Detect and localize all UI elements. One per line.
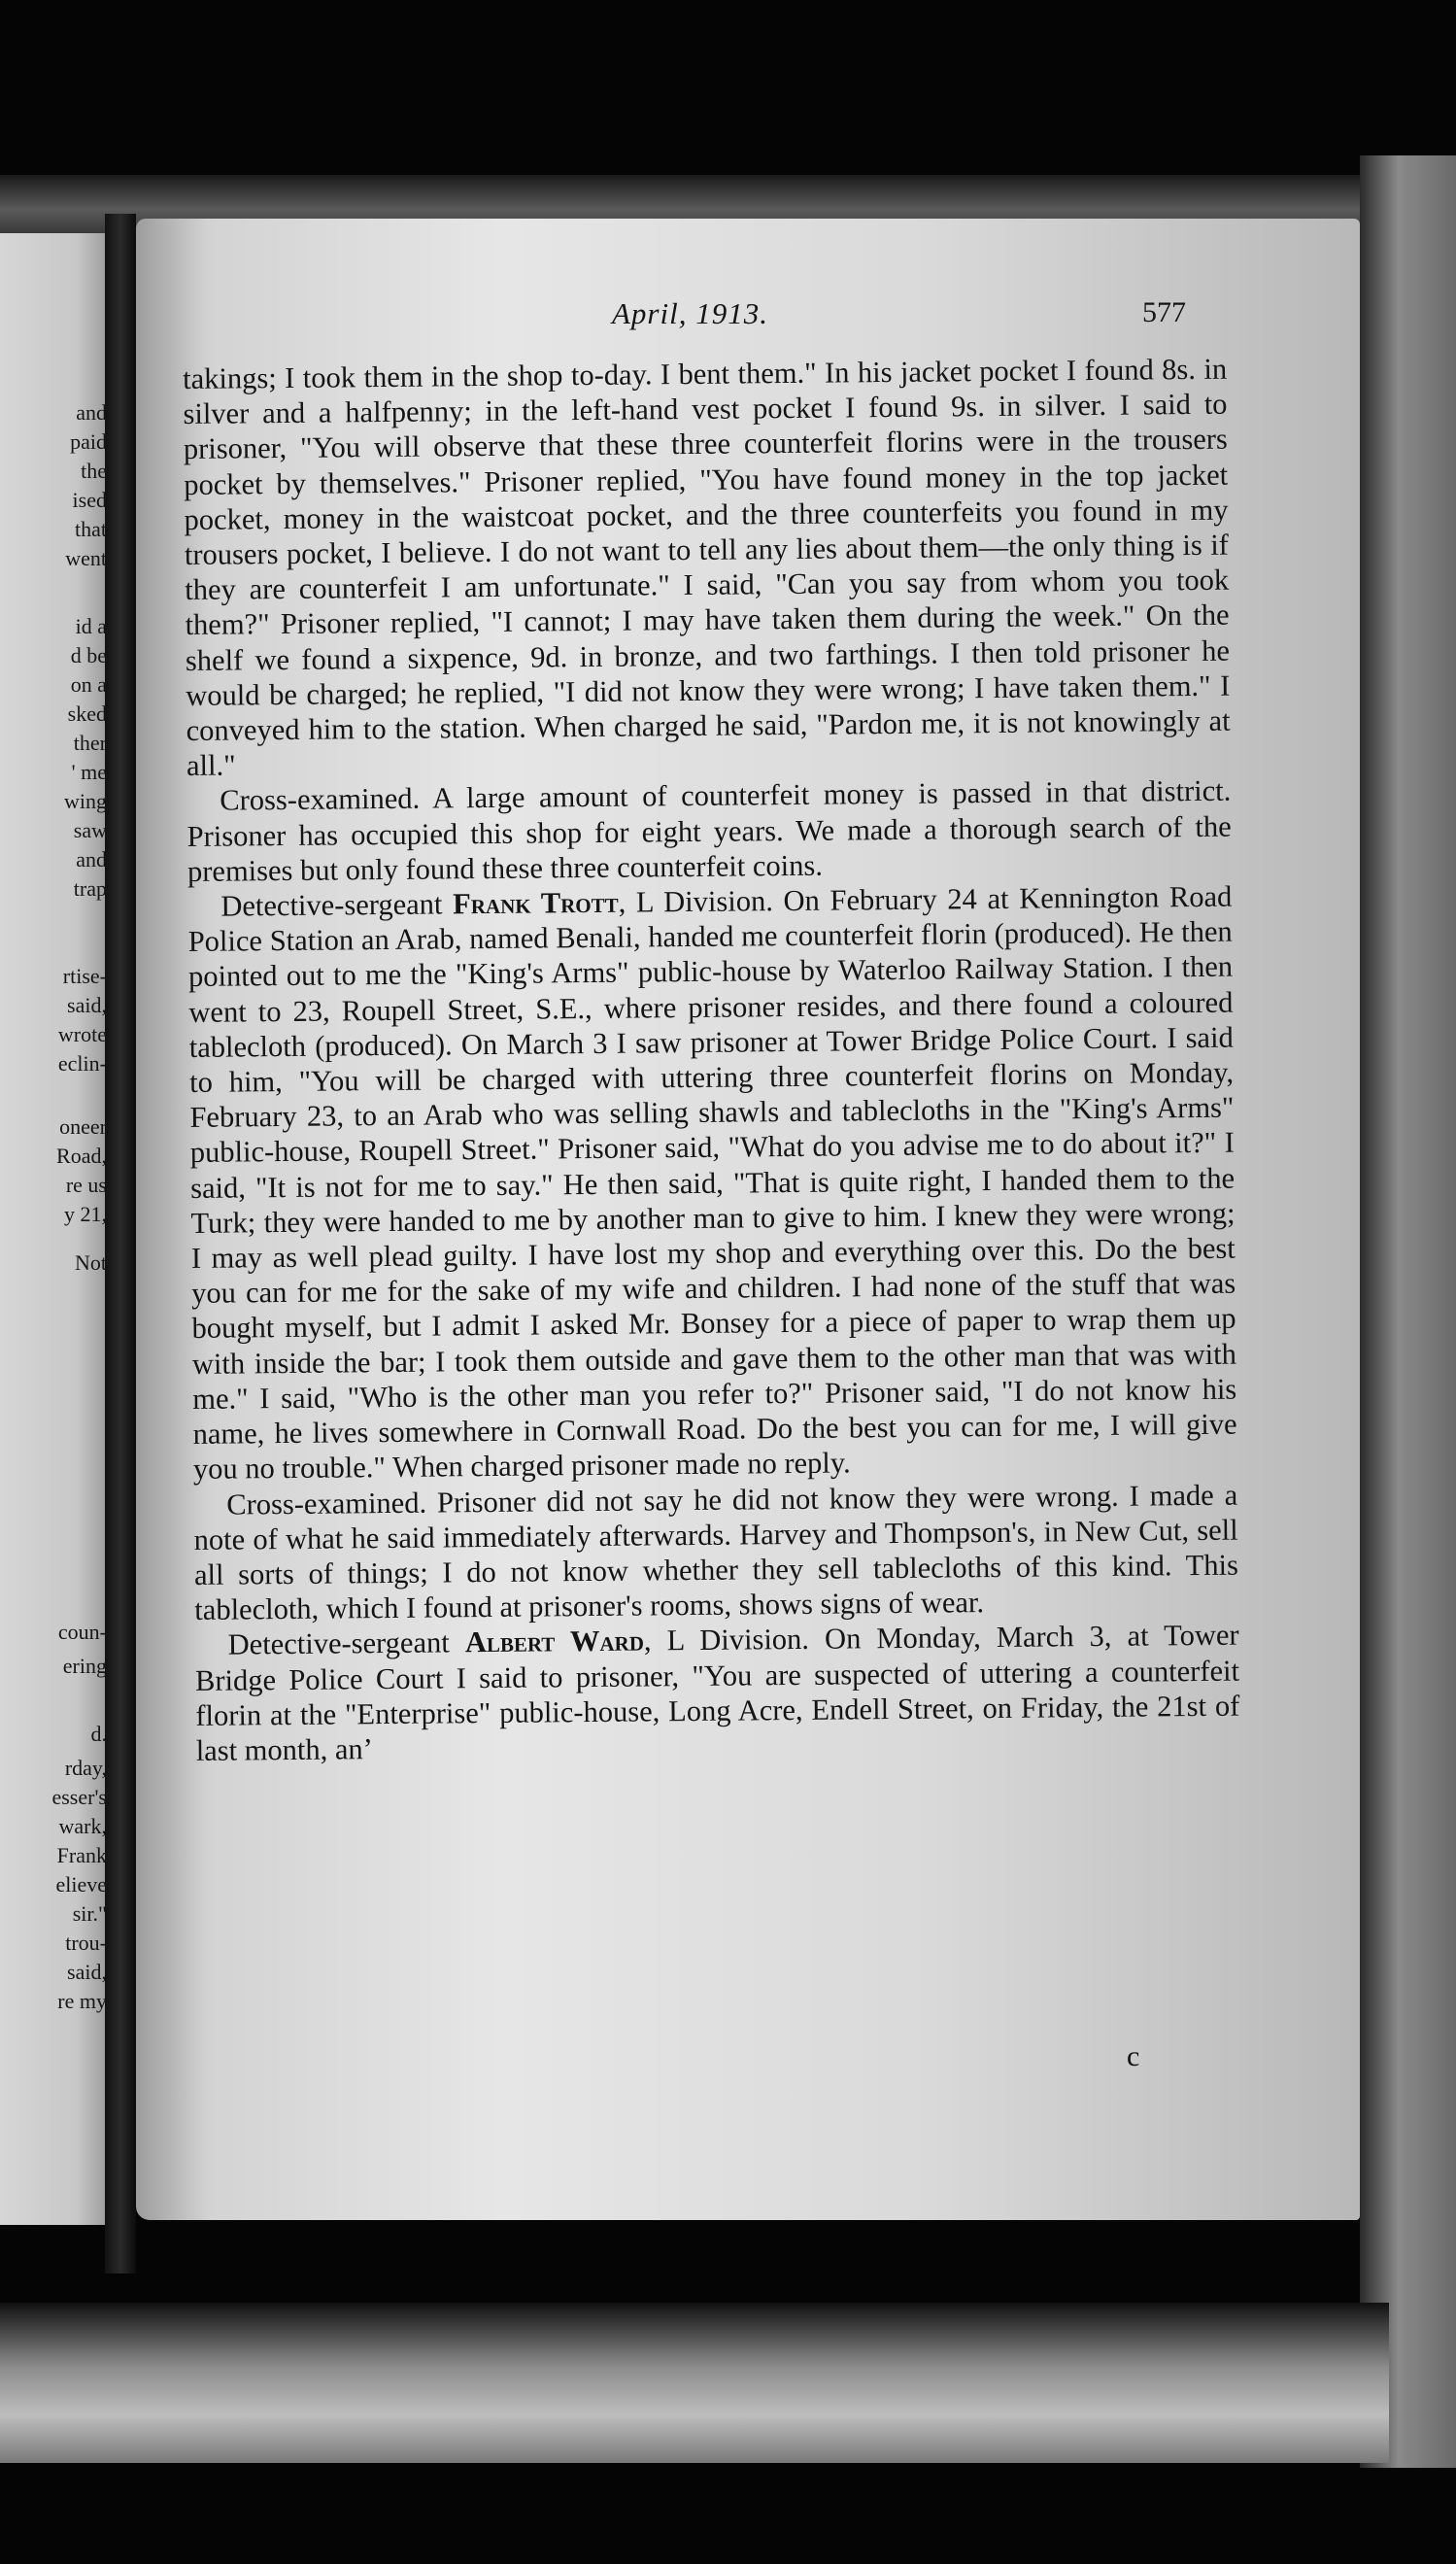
left-page-line: d be bbox=[70, 643, 107, 667]
left-page-line: ther bbox=[73, 731, 107, 755]
left-page-line: went bbox=[65, 546, 107, 570]
paragraph-5 bbox=[195, 1618, 1240, 1768]
witness-name-albert-ward: Albert Ward bbox=[464, 1624, 645, 1659]
left-page-line: on a bbox=[70, 672, 107, 697]
running-head: April, 1913. bbox=[612, 296, 768, 330]
left-page-line: re my bbox=[57, 1989, 107, 2013]
book-gutter bbox=[105, 214, 136, 2273]
left-page-line: oneer bbox=[59, 1114, 107, 1139]
left-page-line: and bbox=[76, 400, 107, 425]
left-page-line: wing bbox=[64, 789, 107, 813]
left-page-line: elieve bbox=[55, 1872, 107, 1897]
paragraph-4: Cross-examined. Prisoner did not say he did not know they were wrong. I made a note of what he said immediately afterwards. Harvey and Thompson's, in New Cut, sell all sorts of things; I do not know whether they sell tablecloths of this kind. This tablecloth, which I found at prisoner's rooms, shows signs of wear. bbox=[193, 1478, 1239, 1627]
paragraph-3 bbox=[187, 879, 1237, 1487]
left-page-line: Not bbox=[75, 1250, 107, 1275]
left-page-line: ised bbox=[72, 488, 107, 512]
left-page-line: rtise- bbox=[62, 964, 107, 988]
left-page-line: rday, bbox=[64, 1756, 107, 1780]
page-number: 577 bbox=[1142, 296, 1186, 328]
left-page-line: that bbox=[75, 517, 107, 541]
left-page-line: paid bbox=[70, 429, 107, 454]
left-page-line: trap bbox=[73, 876, 107, 901]
left-page-line: eclin- bbox=[57, 1051, 107, 1076]
paragraph-3-text: , L Division. On February 24 at Kennington Road Police Station an Arab, named Benali, handed me counterfeit florin (produced). He then pointed out to me the "King's Arms" public-house by Waterloo Railway Station. I then went to 23, Roupell Street, S.E., where prisoner resides, and there found a coloured tablecloth (produced). On March 3 I saw prisoner at Tower Bridge Police Court. I said to him, "You will be charged with uttering three counterfeit florins on Monday, February 23, to an Arab who was selling shawls and tablecloths in the "King's Arms" public-house, Roupell Street." Prisoner said, "What do you advise me to do about it?" I said, "It is not for me to say." He then said, "That is quite right, I handed them to the Turk; they were handed to me by another man to give to him. I knew they were wrong; I may as well plead guilty. I have lost my shop and everything over this. Do the best you can for me for the sake of my wife and children. I had none of the stuff that was bought myself, but I admit I asked Mr. Bonsey for a piece of paper to wrap them up with inside the bar; I took them outside and gave them to the other man that was with me." I said, "Who is the other man you refer to?" Prisoner said, "I do not know his name, he lives somewhere in Cornwall Road. Do the best you can for me, I will give you no trouble." When charged prisoner made no reply. bbox=[187, 879, 1237, 1487]
paragraph-3-lead: Detective-sergeant bbox=[220, 887, 443, 923]
left-page-line: Frank bbox=[56, 1843, 107, 1867]
left-page-line: said, bbox=[67, 1960, 107, 1984]
left-page-line: Road, bbox=[56, 1144, 107, 1168]
left-page-line: trou- bbox=[65, 1931, 107, 1955]
paragraph-5-lead: Detective-sergeant bbox=[227, 1625, 450, 1661]
left-page-line: said, bbox=[67, 993, 107, 1017]
left-page-line: y 21, bbox=[64, 1202, 107, 1226]
left-page-line: coun- bbox=[57, 1620, 107, 1644]
paragraph-1: takings; I took them in the shop to-day. I bent them." In his jacket pocket I found 8s. in silver and a halfpenny; in the left-hand vest pocket I found 9s. in silver. I said to prisoner, "You will observe that these three counterfeit florins were in the trousers pocket by themselves." Prisoner replied, "You have found money in the top jacket pocket, money in the waistcoat pocket, and the three counterfeits you found in my trousers pocket, I believe. I do not want to tell any lies about them—the only thing is if they are counterfeit I am unfortunate." I said, "Can you say from whom you took them?" Prisoner replied, "I cannot; I may have taken them during the week." On the shelf we found a sixpence, 9d. in bronze, and two farthings. I then told prisoner he would be charged; he replied, "I did not know they were wrong; I have taken them." I conveyed him to the station. When charged he said, "Pardon me, it is not knowingly at all." bbox=[183, 352, 1231, 783]
right-dark-band bbox=[1360, 155, 1456, 2468]
body-text bbox=[183, 352, 1240, 1768]
left-page-line: ' me bbox=[71, 760, 107, 784]
left-page-line: esser's bbox=[51, 1785, 107, 1809]
left-page-line: the bbox=[81, 459, 107, 483]
left-page-line: id a bbox=[75, 614, 107, 638]
folio-mark: c bbox=[1127, 2040, 1140, 2072]
page-header bbox=[0, 296, 1456, 345]
left-page-line: wrote bbox=[57, 1022, 107, 1046]
paragraph-5-text: , L Division. On Monday, March 3, at Tower Bridge Police Court I said to prisoner, "You are suspected of uttering a counterfeit florin at the "Enterprise" public-house, Long Acre, Endell Street, on Friday, the 21st of last month, an’ bbox=[194, 1618, 1240, 1767]
left-page-line: and bbox=[76, 847, 107, 872]
bottom-page-edge bbox=[0, 2303, 1389, 2463]
left-page-line: sir." bbox=[72, 1901, 107, 1926]
left-page-line: d. bbox=[90, 1722, 107, 1746]
left-page-line: sked bbox=[67, 701, 107, 726]
left-page-line: ering bbox=[62, 1654, 107, 1678]
left-page-line: wark, bbox=[58, 1814, 107, 1838]
witness-name-frank-trott: Frank Trott bbox=[452, 885, 619, 921]
paragraph-2: Cross-examined. A large amount of counterfeit money is passed in that district. Prisoner has occupied this shop for eight years. We made a thorough search of the premises but only found these three counterfeit coins. bbox=[186, 774, 1232, 888]
left-page-line: re us bbox=[65, 1173, 107, 1197]
left-page-line: saw bbox=[73, 818, 107, 842]
